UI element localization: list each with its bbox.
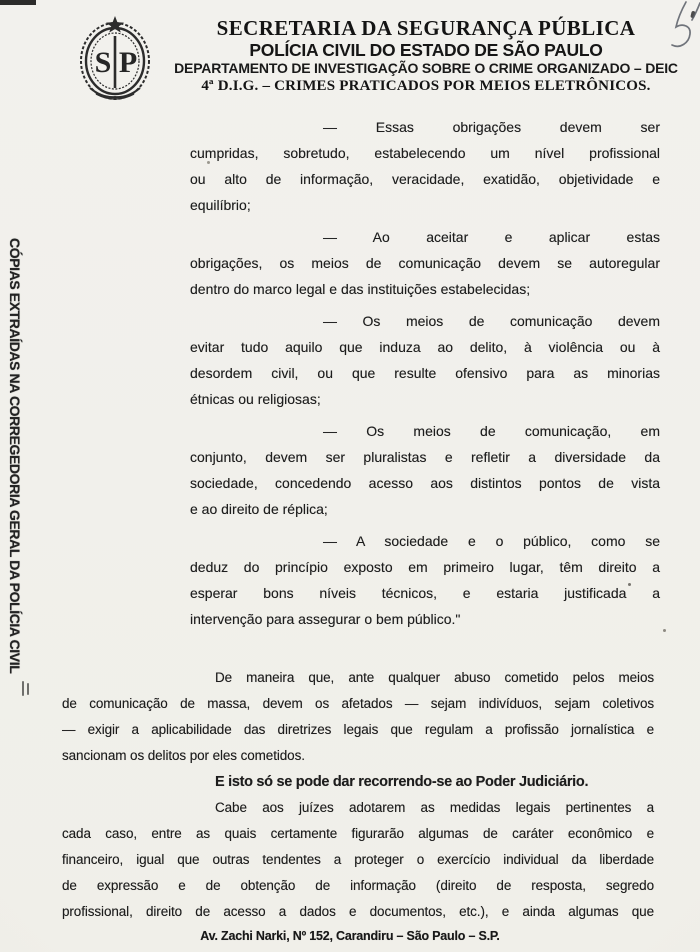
scan-speck [663, 629, 666, 632]
text-line: evitar tudo aquilo que induza ao delito, à violência ou à [190, 339, 660, 355]
text-line: de expressão e de obtenção de informação (direito de resposta, segredo [62, 878, 654, 893]
paragraph [190, 528, 660, 632]
text-line: De maneira que, ante qualquer abuso cometido pelos meios [215, 670, 654, 685]
text-line: — Os meios de comunicação, em [323, 423, 660, 439]
text-line: E isto só se pode dar recorrendo-se ao Poder Judiciário. [215, 774, 589, 790]
text-line: e ao direito de réplica; [190, 501, 328, 517]
text-line: — Os meios de comunicação devem [323, 313, 660, 329]
text-line: obrigações, os meios de comunicação devem se autoregular [190, 255, 660, 271]
letterhead-line-departamento: DEPARTAMENTO DE INVESTIGAÇÃO SOBRE O CRIME ORGANIZADO – DEIC [174, 60, 678, 76]
letterhead-line-secretaria: SECRETARIA DA SEGURANÇA PÚBLICA [216, 16, 636, 40]
text-line: — Ao aceitar e aplicar estas [323, 229, 660, 245]
paragraph [62, 665, 654, 769]
text-line: esperar bons níveis técnicos, e estaria justificada a [190, 585, 660, 601]
paragraph [62, 769, 654, 795]
text-line: sociedade, concedendo acesso aos distintos pontos de vista [190, 475, 660, 491]
text-line: de comunicação de massa, devem os afetados — sejam indivíduos, sejam coletivos [62, 696, 654, 711]
text-line: cada caso, entre as quais certamente figurarão algumas de caráter econômico e [62, 826, 654, 841]
side-stamp-text: CÓPIAS EXTRAÍDAS NA CORREGEDORIA GERAL DA POLÍCIA CIVIL [7, 238, 23, 674]
sao-paulo-police-seal-icon [76, 14, 154, 104]
letterhead-text [158, 17, 694, 95]
text-line: deduz do princípio exposto em primeiro lugar, têm direito a [190, 559, 660, 575]
body-text-block [62, 665, 654, 925]
paragraph [190, 114, 660, 218]
quoted-principles-block [190, 114, 660, 638]
footer-address: Av. Zachi Narki, Nº 152, Carandiru – São Paulo – S.P. [200, 929, 500, 943]
seal-monogram-s: S [94, 46, 112, 79]
text-line: desordem civil, ou que resulte ofensivo para as minorias [190, 365, 660, 381]
text-line: profissional, direito de acesso a dados e documentos, etc.), e ainda algumas que [62, 904, 654, 919]
scan-edge-artifact [0, 0, 36, 5]
text-line: — A sociedade e o público, como se [323, 533, 660, 549]
text-line: intervenção para assegurar o bem público." [190, 611, 461, 627]
text-line: ou alto de informação, veracidade, exatidão, objetividade e [190, 171, 660, 187]
letterhead-line-dig: 4ª D.I.G. – CRIMES PRATICADOS POR MEIOS ELETRÔNICOS. [201, 78, 651, 94]
text-line: Cabe aos juízes adotarem as medidas legais pertinentes a [215, 800, 654, 815]
paragraph [62, 795, 654, 925]
text-line: equilíbrio; [190, 197, 251, 213]
paragraph [190, 224, 660, 302]
text-line: étnicas ou religiosas; [190, 391, 321, 407]
paragraph [190, 308, 660, 412]
text-line: cumpridas, sobretudo, estabelecendo um nível profissional [190, 145, 660, 161]
seal-monogram-p: P [118, 46, 138, 79]
text-line: financeiro, igual que outras tendentes a proteger o exercício individual da liberdade [62, 852, 654, 867]
text-line: dentro do marco legal e das instituições estabelecidas; [190, 281, 531, 297]
text-line: — Essas obrigações devem ser [323, 119, 660, 135]
text-line: sancionam os delitos por eles cometidos. [62, 748, 305, 763]
paragraph [190, 418, 660, 522]
letterhead-line-policia-civil: POLÍCIA CIVIL DO ESTADO DE SÃO PAULO [249, 40, 603, 60]
text-line: conjunto, devem ser pluralistas e refletir a diversidade da [190, 449, 660, 465]
text-line: — exigir a aplicabilidade das diretrizes legais que regulam a profissão jornalística e [62, 722, 654, 737]
